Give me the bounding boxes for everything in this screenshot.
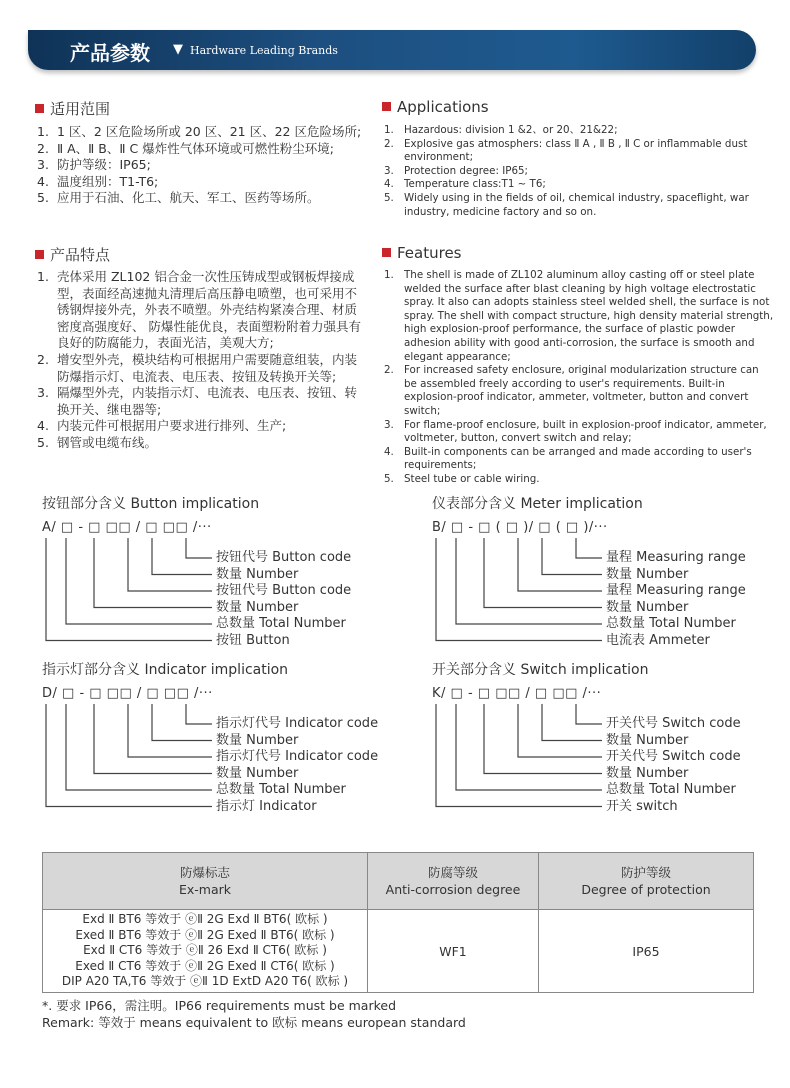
list-item-text: 温度组别：T1-T6; (57, 173, 159, 189)
diagram-label: 按钮代号 Button code (216, 550, 352, 565)
features-en-title: Features (382, 244, 462, 262)
diagram-label: 量程 Measuring range (606, 550, 746, 565)
bracket-line (542, 704, 602, 741)
bracket-line (66, 704, 212, 790)
ex-mark-cell (43, 910, 368, 993)
list-item-number: 2. (37, 351, 49, 367)
list-item-number: 3. (384, 418, 394, 431)
list-item-text: 钢管或电缆布线。 (57, 434, 158, 450)
bracket-line (456, 704, 602, 790)
diagram-label: 电流表 Ammeter (606, 632, 710, 648)
list-item-number: 4. (384, 178, 394, 191)
diagram-label: 指示灯代号 Indicator code (216, 749, 379, 764)
ex-mark-line: Exed Ⅱ BT6 等效于 ⓔⅡ 2G Exed Ⅱ BT6( 欧标 ) (75, 927, 335, 942)
diagram-label: 量程 Measuring range (606, 583, 746, 598)
diagram-label: 开关 switch (606, 798, 678, 814)
list-item-number: 3. (37, 385, 49, 401)
diagram-label: 总数量 Total Number (216, 616, 346, 631)
list-item-text: Temperature class:T1 ~ T6; (404, 178, 546, 191)
diagram-label: 数量 Number (216, 599, 299, 615)
list-item-text: 应用于石油、化工、航天、军工、医药等场所。 (57, 190, 320, 206)
bracket-line (576, 704, 602, 724)
list-item-number: 1. (37, 124, 49, 139)
protection-cell: IP65 (539, 910, 754, 993)
list-item (37, 190, 367, 207)
diagram-label: 数量 Number (606, 566, 689, 582)
bracket-line (94, 704, 212, 774)
banner-title: 产品参数 (70, 41, 150, 65)
list-item-text: Widely using in the fields of oil, chemical industry, spaceflight, war industry, medicine factory and so on. (404, 191, 749, 218)
list-item-number: 5. (384, 472, 394, 485)
list-item-number: 1. (384, 124, 394, 136)
list-item-text: For increased safety enclosure, original modularization structure can be assembled freely according to user's requirements. Built-in explosion-proof indicator, ammeter, voltmeter, button and convert switch; (404, 364, 759, 417)
list-item (384, 269, 774, 364)
remark-line-2: Remark: 等效于 means equivalent to 欧标 means european standard (42, 1015, 466, 1030)
diagram-label: 指示灯代号 Indicator code (216, 716, 379, 731)
list-item (37, 141, 367, 158)
diagram-label: 数量 Number (216, 732, 299, 748)
bracket-line (518, 704, 602, 757)
list-item-text: 隔爆型外壳，内装指示灯、电流表、电压表、按钮、转换开关、继电器等; (57, 385, 358, 417)
diagram-label: 总数量 Total Number (606, 782, 736, 797)
red-square-icon (382, 248, 391, 257)
bracket-line (66, 538, 212, 624)
header-protection: 防护等级 Degree of protection (539, 853, 754, 910)
list-item-number: 1. (37, 269, 49, 284)
bracket-lines (42, 520, 222, 650)
bracket-line (186, 704, 212, 724)
bracket-line (436, 538, 602, 641)
button-implication-title: 按钮部分含义 Button implication (42, 496, 260, 512)
list-item-number: 2. (37, 140, 49, 156)
ex-mark-line: Exd Ⅱ CT6 等效于 ⓔⅡ 26 Exd Ⅱ CT6( 欧标 ) (83, 943, 327, 958)
diagram-label: 数量 Number (606, 599, 689, 615)
list-item (384, 419, 774, 446)
bracket-line (576, 538, 602, 558)
bracket-line (542, 538, 602, 575)
diagram-label: 数量 Number (606, 732, 689, 748)
list-item (37, 124, 367, 141)
spec-table (42, 852, 754, 993)
list-item-number: 2. (384, 364, 394, 377)
header-anti-corrosion: 防腐等级 Anti-corrosion degree (368, 853, 539, 910)
list-item-text: 增安型外壳，模块结构可根据用户需要随意组装，内装防爆指示灯、电流表、电压表、按钮及转换开关等; (57, 351, 358, 384)
applications-en-list (384, 124, 774, 219)
bracket-line (152, 704, 212, 741)
list-item (384, 446, 774, 473)
indicator-implication-diagram (42, 686, 387, 816)
list-item-number: 4. (384, 445, 394, 458)
header-ex-mark: 防爆标志 Ex-mark (43, 853, 368, 910)
list-item (37, 418, 362, 435)
code-pattern: A/ □ - □ □□ / □ □□ /··· (42, 520, 212, 535)
switch-implication-diagram (432, 686, 772, 816)
remark-line-1: *. 要求 IP66，需注明。IP66 requirements must be marked (42, 998, 396, 1013)
list-item (384, 473, 774, 487)
bracket-line (456, 538, 602, 624)
diagram-label: 按钮 Button (216, 632, 290, 648)
list-item (384, 124, 774, 138)
list-item (37, 174, 367, 191)
list-item (37, 269, 362, 352)
bracket-line (518, 538, 602, 591)
list-item-text: Hazardous: division 1 &2、or 20、21&22; (404, 124, 618, 136)
applications-cn-title: 适用范围 (35, 98, 110, 119)
meter-implication-title: 仪表部分含义 Meter implication (432, 496, 643, 512)
red-square-icon (35, 104, 44, 113)
bracket-line (94, 538, 212, 608)
features-cn-list (37, 269, 362, 452)
list-item (384, 165, 774, 179)
banner-subtitle: Hardware Leading Brands (190, 44, 338, 57)
diagram-label: 指示灯 Indicator (216, 798, 317, 814)
diagram-label: 总数量 Total Number (216, 782, 346, 797)
list-item (384, 178, 774, 192)
red-square-icon (35, 250, 44, 259)
list-item-text: For flame-proof enclosure, built in explosion-proof indicator, ammeter, voltmeter, button, convert switch and relay; (404, 418, 767, 445)
bracket-line (128, 704, 212, 757)
bracket-line (128, 538, 212, 591)
list-item (384, 364, 774, 418)
list-item-number: 5. (37, 190, 49, 206)
list-item (37, 435, 362, 452)
diagram-label: 总数量 Total Number (606, 616, 736, 631)
list-item-text: Steel tube or cable wiring. (404, 472, 540, 485)
list-item (384, 138, 774, 165)
bracket-line (484, 538, 602, 608)
bracket-line (484, 704, 602, 774)
list-item-number: 1. (384, 269, 394, 281)
banner-arrow-icon: ▼ (173, 42, 183, 57)
bracket-line (152, 538, 212, 575)
bracket-line (46, 704, 212, 807)
code-pattern: D/ □ - □ □□ / □ □□ /··· (42, 686, 213, 701)
list-item-text: 壳体采用 ZL102 铝合金一次性压铸成型或钢板焊接成型，表面经高速抛丸清理后高压静电喷塑，也可采用不锈钢焊接外壳，外表不喷塑。外壳结构紧凑合理、材质密度高强度好、 防爆性能优良，表面塑粉附着力强具有良好的防腐能力，表面光洁，美观大方; (57, 269, 361, 351)
indicator-implication-title: 指示灯部分含义 Indicator implication (42, 662, 289, 678)
diagram-label: 数量 Number (216, 566, 299, 582)
list-item-number: 5. (37, 434, 49, 450)
meter-implication-diagram (432, 520, 772, 650)
list-item-text: 防护等级：IP65; (57, 157, 151, 173)
diagram-label: 数量 Number (606, 765, 689, 781)
list-item-number: 3. (37, 157, 49, 173)
diagram-label: 按钮代号 Button code (216, 583, 352, 598)
list-item-number: 4. (37, 173, 49, 189)
list-item-number: 4. (37, 418, 49, 434)
code-pattern: B/ □ - □ ( □ )/ □ ( □ )/··· (432, 520, 608, 535)
code-pattern: K/ □ - □ □□ / □ □□ /··· (432, 686, 602, 701)
anti-corrosion-cell: WF1 (368, 910, 539, 993)
list-item-text: The shell is made of ZL102 aluminum alloy casting off or steel plate welded the surface after blast cleaning by high voltage electrostatic spray. It also can adopts stainless steel welded shell, the surface is not spray. The shell with compact structure, high density material strength, high explosion-proof performance, the surface of plastic powder adhesion ability with good anti-corrosion, the surface is smooth and elegant appearance; (404, 269, 774, 363)
diagram-label: 开关代号 Switch code (606, 749, 741, 764)
switch-implication-title: 开关部分含义 Switch implication (432, 662, 649, 678)
ex-mark-line: DIP A20 TA,T6 等效于 ⓔⅡ 1D ExtD A20 T6( 欧标 ) (61, 974, 349, 989)
bracket-line (46, 538, 212, 641)
list-item-number: 5. (384, 191, 394, 204)
applications-en-title: Applications (382, 98, 489, 116)
ex-mark-line: Exed Ⅱ CT6 等效于 ⓔⅡ 2G Exed Ⅱ CT6( 欧标 ) (75, 958, 335, 973)
list-item-text: Built-in components can be arranged and made according to user's requirements; (404, 445, 752, 472)
list-item-text: Ⅱ A、Ⅱ B、Ⅱ C 爆炸性气体环境或可燃性粉尘环境; (57, 140, 334, 156)
list-item-number: 3. (384, 164, 394, 177)
list-item-text: 内装元件可根据用户要求进行排列、生产; (57, 418, 287, 434)
list-item (37, 157, 367, 174)
applications-cn-list (37, 124, 367, 207)
list-item (37, 352, 362, 385)
diagram-label: 开关代号 Switch code (606, 716, 741, 731)
features-cn-title: 产品特点 (35, 244, 110, 265)
bracket-lines (432, 520, 612, 650)
header-banner (28, 30, 756, 70)
list-item-text: Explosive gas atmosphers: class Ⅱ A , Ⅱ B , Ⅱ C or inflammable dust environment; (404, 137, 748, 164)
ex-mark-line: Exd Ⅱ BT6 等效于 ⓔⅡ 2G Exd Ⅱ BT6( 欧标 ) (82, 912, 328, 927)
list-item (37, 385, 362, 418)
diagram-label: 数量 Number (216, 765, 299, 781)
list-item-text: Protection degree: IP65; (404, 164, 529, 177)
button-implication-diagram (42, 520, 382, 650)
features-en-list (384, 269, 774, 487)
bracket-lines (432, 686, 612, 816)
bracket-line (436, 704, 602, 807)
bracket-line (186, 538, 212, 558)
list-item-text: 1 区、2 区危险场所或 20 区、21 区、22 区危险场所; (57, 124, 362, 139)
list-item-number: 2. (384, 137, 394, 150)
list-item (384, 192, 774, 219)
red-square-icon (382, 102, 391, 111)
bracket-lines (42, 686, 222, 816)
